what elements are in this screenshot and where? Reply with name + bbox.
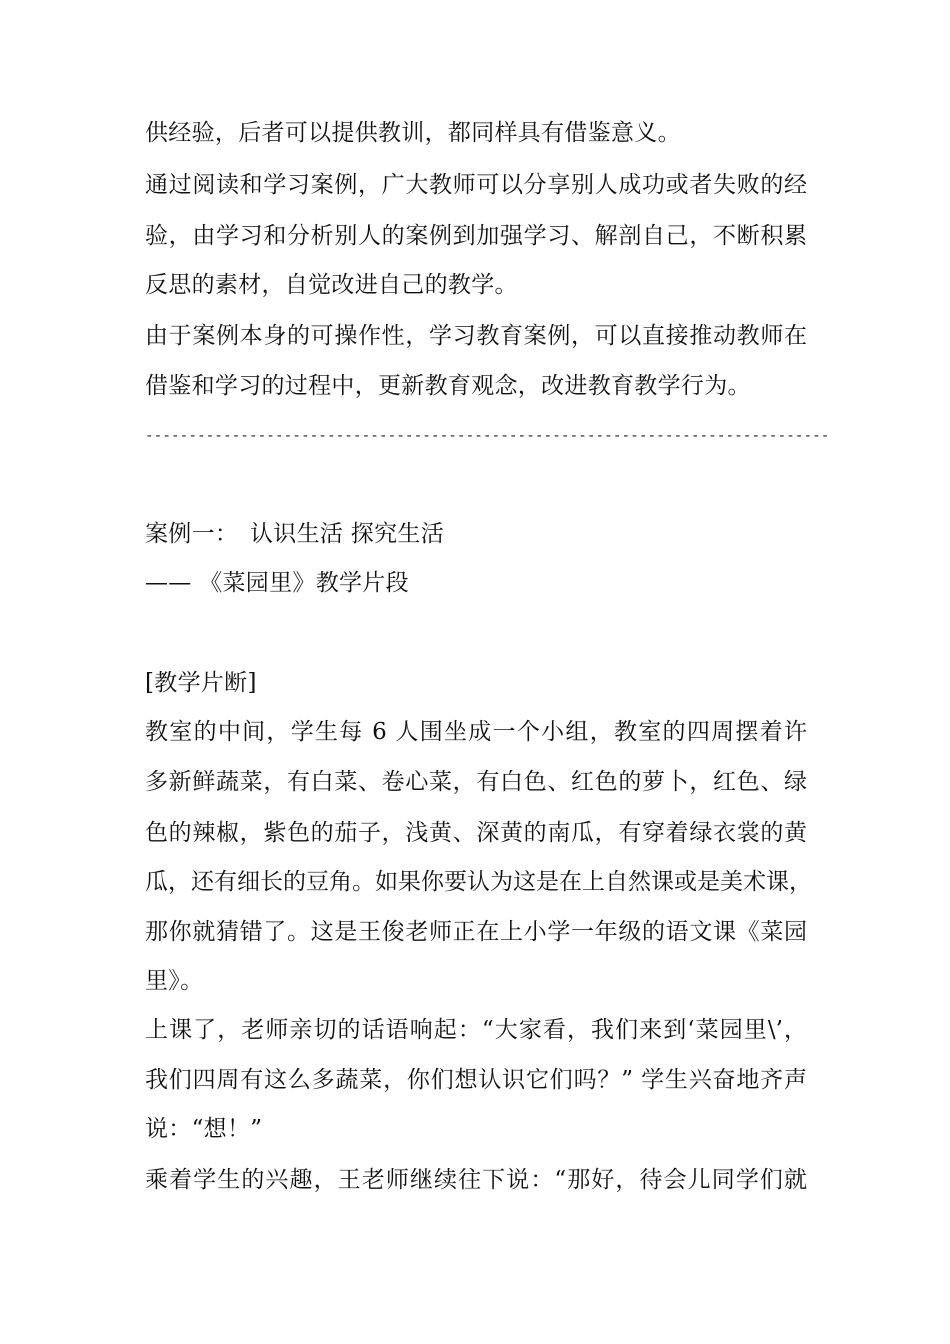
body-line-8: 我们四周有这么多蔬菜，你们想认识它们吗？” 学生兴奋地齐声 (145, 1067, 807, 1093)
intro-line-2: 通过阅读和学习案例，广大教师可以分享别人成功或者失败的经 (145, 172, 807, 198)
body-line-10: 乘着学生的兴趣，王老师继续往下说：“那好，待会儿同学们就 (145, 1167, 807, 1193)
body-line-2: 多新鲜蔬菜，有白菜、卷心菜，有白色、红色的萝卜，红色、绿 (145, 769, 807, 795)
intro-line-6: 借鉴和学习的过程中，更新教育观念，改进教育教学行为。 (145, 373, 751, 399)
intro-line-1: 供经验，后者可以提供教训，都同样具有借鉴意义。 (145, 120, 681, 146)
body-line-7: 上课了，老师亲切的话语响起：“大家看，我们来到‘菜园里\’， (145, 1017, 807, 1043)
body-line-5: 那你就猜错了。这是王俊老师正在上小学一年级的语文课《菜园 (145, 919, 807, 945)
body-line-4: 瓜，还有细长的豆角。如果你要认为这是在上自然课或是美术课， (145, 869, 812, 895)
intro-line-3: 验，由学习和分析别人的案例到加强学习、解剖自己，不断积累 (145, 223, 807, 249)
case-subtitle: —— 《菜园里》教学片段 (145, 570, 409, 596)
body-line-9: 说：“想！” (145, 1116, 263, 1142)
case-title: 案例一： 认识生活 探究生活 (145, 521, 445, 547)
separator-line: ------------------------------------------------------------------------------- (145, 428, 830, 444)
intro-line-4: 反思的素材，自觉改进自己的教学。 (145, 272, 518, 298)
body-line-3: 色的辣椒，紫色的茄子，浅黄、深黄的南瓜，有穿着绿衣裳的黄 (145, 820, 807, 846)
body-line-1: 教室的中间，学生每 6 人围坐成一个小组，教室的四周摆着许 (145, 719, 807, 745)
body-line-6: 里》。 (145, 968, 204, 994)
intro-line-5: 由于案例本身的可操作性，学习教育案例，可以直接推动教师在 (145, 323, 807, 349)
section-label: [教学片断] (145, 670, 257, 696)
